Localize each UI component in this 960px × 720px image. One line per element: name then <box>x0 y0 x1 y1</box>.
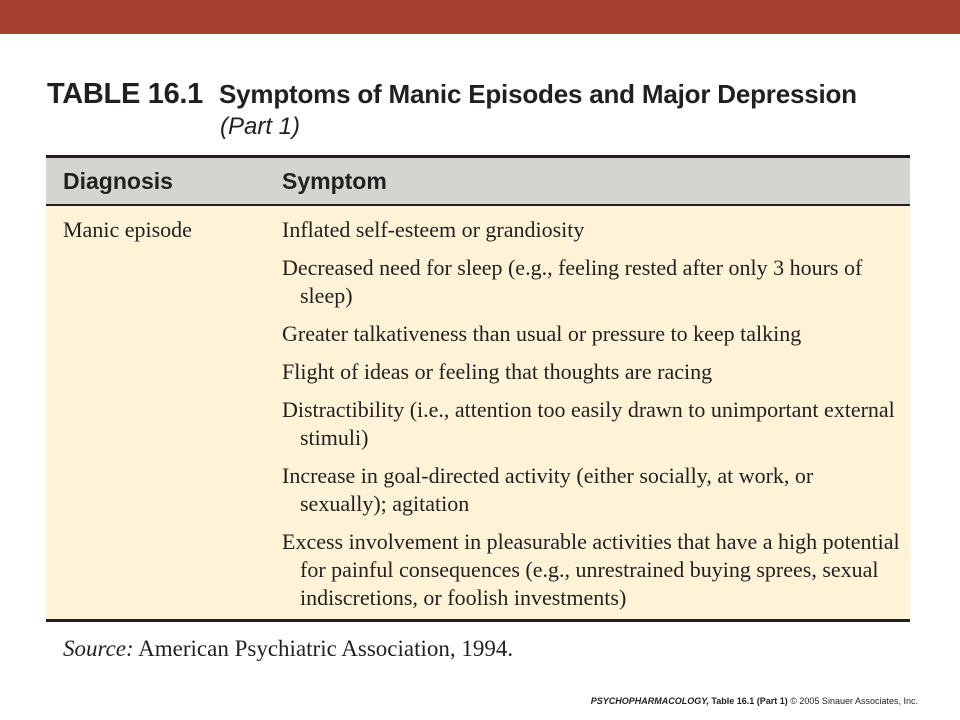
symptom-item: Excess involvement in pleasurable activities that have a high potential for painful consequences (e.g., unrestrained buying sprees, sexual indiscretions, or foolish investments) <box>282 529 900 610</box>
symptom-item: Decreased need for sleep (e.g., feeling rested after only 3 hours of sleep) <box>282 255 863 308</box>
footer-copyright: © 2005 Sinauer Associates, Inc. <box>790 696 918 706</box>
diagnosis-cell: Manic episode <box>63 217 192 242</box>
symptom-item: Flight of ideas or feeling that thoughts are racing <box>282 359 713 384</box>
header-symptom: Symptom <box>282 167 387 194</box>
footer-credit <box>591 696 918 706</box>
symptom-item: Distractibility (i.e., attention too easily drawn to unimportant external stimuli) <box>282 397 895 450</box>
table-label: TABLE 16.1 <box>47 78 204 110</box>
symptom-item: Inflated self-esteem or grandiosity <box>282 217 585 242</box>
table-body <box>46 206 910 622</box>
source-text: American Psychiatric Association, 1994. <box>138 636 514 661</box>
symptom-cell <box>282 216 910 622</box>
table-title-block <box>47 78 947 141</box>
footer-book: PSYCHOPHARMACOLOGY, <box>590 696 709 706</box>
table-title: Symptoms of Manic Episodes and Major Depression <box>219 79 857 109</box>
source-note <box>63 636 513 662</box>
symptom-item: Greater talkativeness than usual or pressure to keep talking <box>282 321 802 346</box>
header-diagnosis: Diagnosis <box>63 167 173 194</box>
symptoms-table <box>46 155 910 622</box>
table-header-row <box>46 158 910 206</box>
symptom-item: Increase in goal-directed activity (either socially, at work, or sexually); agitation <box>282 463 814 516</box>
title-line <box>47 78 947 111</box>
top-accent-bar <box>0 0 960 34</box>
source-label: Source: <box>63 636 134 661</box>
symptom-list <box>282 216 900 612</box>
table-part: (Part 1) <box>220 113 301 140</box>
footer-ref: Table 16.1 (Part 1) <box>711 696 788 706</box>
